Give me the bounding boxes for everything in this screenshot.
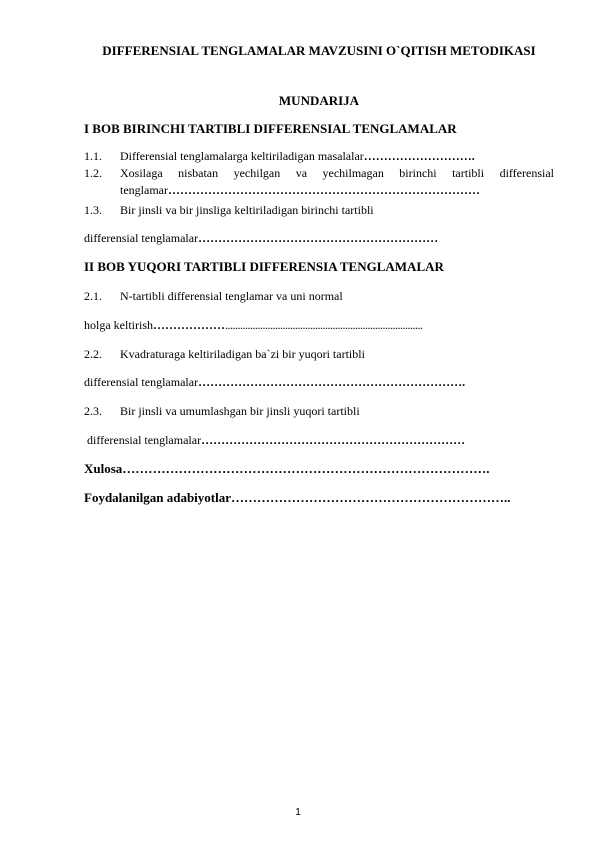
toc-leader-dots: ……………… (153, 318, 225, 332)
toc-item-number: 2.3. (84, 404, 102, 418)
toc-references[interactable] (84, 490, 511, 506)
toc-item-1-2-number: 1.2. (84, 166, 102, 180)
chapter2-heading: II BOB YUQORI TARTIBLI DIFFERENSIA TENGLAMALAR (84, 259, 444, 274)
toc-item-text: differensial tenglamalar (84, 375, 199, 389)
toc-item-text: Differensial tenglamalarga keltiriladigan masalalar (120, 149, 364, 163)
references-label: Foydalanilgan adabiyotlar (84, 490, 231, 505)
toc-item-1-2-line2[interactable] (120, 182, 480, 198)
toc-item-text: tenglamar (120, 183, 168, 197)
toc-item-2-1-line2[interactable] (84, 317, 423, 333)
toc-item-1-3[interactable] (84, 202, 374, 218)
toc-leader-dots: …………………………………………………………………… (167, 183, 480, 197)
toc-item-text: Bir jinsli va bir jinsliga keltiriladigan birinchi tartibli (120, 203, 374, 217)
toc-item-text: differensial tenglamalar (84, 433, 202, 447)
toc-item-1-1[interactable] (84, 148, 475, 164)
toc-conclusion[interactable] (84, 461, 490, 477)
toc-item-text: Kvadraturaga keltiriladigan ba`zi bir yuqori tartibli (120, 347, 365, 361)
toc-leader-dots: …………………………………………………………………………. (122, 461, 490, 476)
toc-item-2-2[interactable] (84, 346, 365, 362)
toc-leader-dots-small: ............................................................................... (225, 318, 423, 332)
toc-item-2-3[interactable] (84, 403, 360, 419)
toc-leader-dots: ……………………………………………………….. (231, 490, 511, 505)
toc-leader-dots: …………………………………………………………. (198, 375, 466, 389)
toc-heading: MUNDARIJA (278, 93, 360, 108)
toc-item-text: Bir jinsli va umumlashgan bir jinsli yuqori tartibli (120, 404, 360, 418)
conclusion-label: Xulosa (84, 461, 123, 476)
toc-leader-dots: ………………………. (363, 149, 475, 163)
toc-item-1-3-line2[interactable] (84, 230, 438, 246)
toc-item-number: 2.2. (84, 347, 102, 361)
toc-item-number: 1.3. (84, 203, 102, 217)
toc-item-2-3-line2[interactable] (84, 432, 465, 448)
toc-item-2-1[interactable] (84, 288, 343, 304)
toc-item-number: 2.1. (84, 289, 102, 303)
toc-item-text: differensial tenglamalar (84, 231, 199, 245)
page-number: 1 (295, 807, 301, 818)
toc-item-2-2-line2[interactable] (84, 374, 465, 390)
document-title: DIFFERENSIAL TENGLAMALAR MAVZUSINI O`QITISH METODIKASI (102, 43, 536, 58)
chapter1-heading: I BOB BIRINCHI TARTIBLI DIFFERENSIAL TENGLAMALAR (84, 121, 457, 136)
toc-item-text: N-tartibli differensial tenglamar va uni normal (120, 289, 343, 303)
toc-item-1-2-text[interactable]: Xosilaga nisbatan yechilgan va yechilmagan birinchi tartibli differensial (120, 166, 554, 180)
toc-leader-dots: ………………………………………………………… (201, 433, 466, 447)
toc-leader-dots: …………………………………………………… (198, 231, 439, 245)
toc-item-number: 1.1. (84, 149, 102, 163)
toc-item-text: holga keltirish (84, 318, 153, 332)
